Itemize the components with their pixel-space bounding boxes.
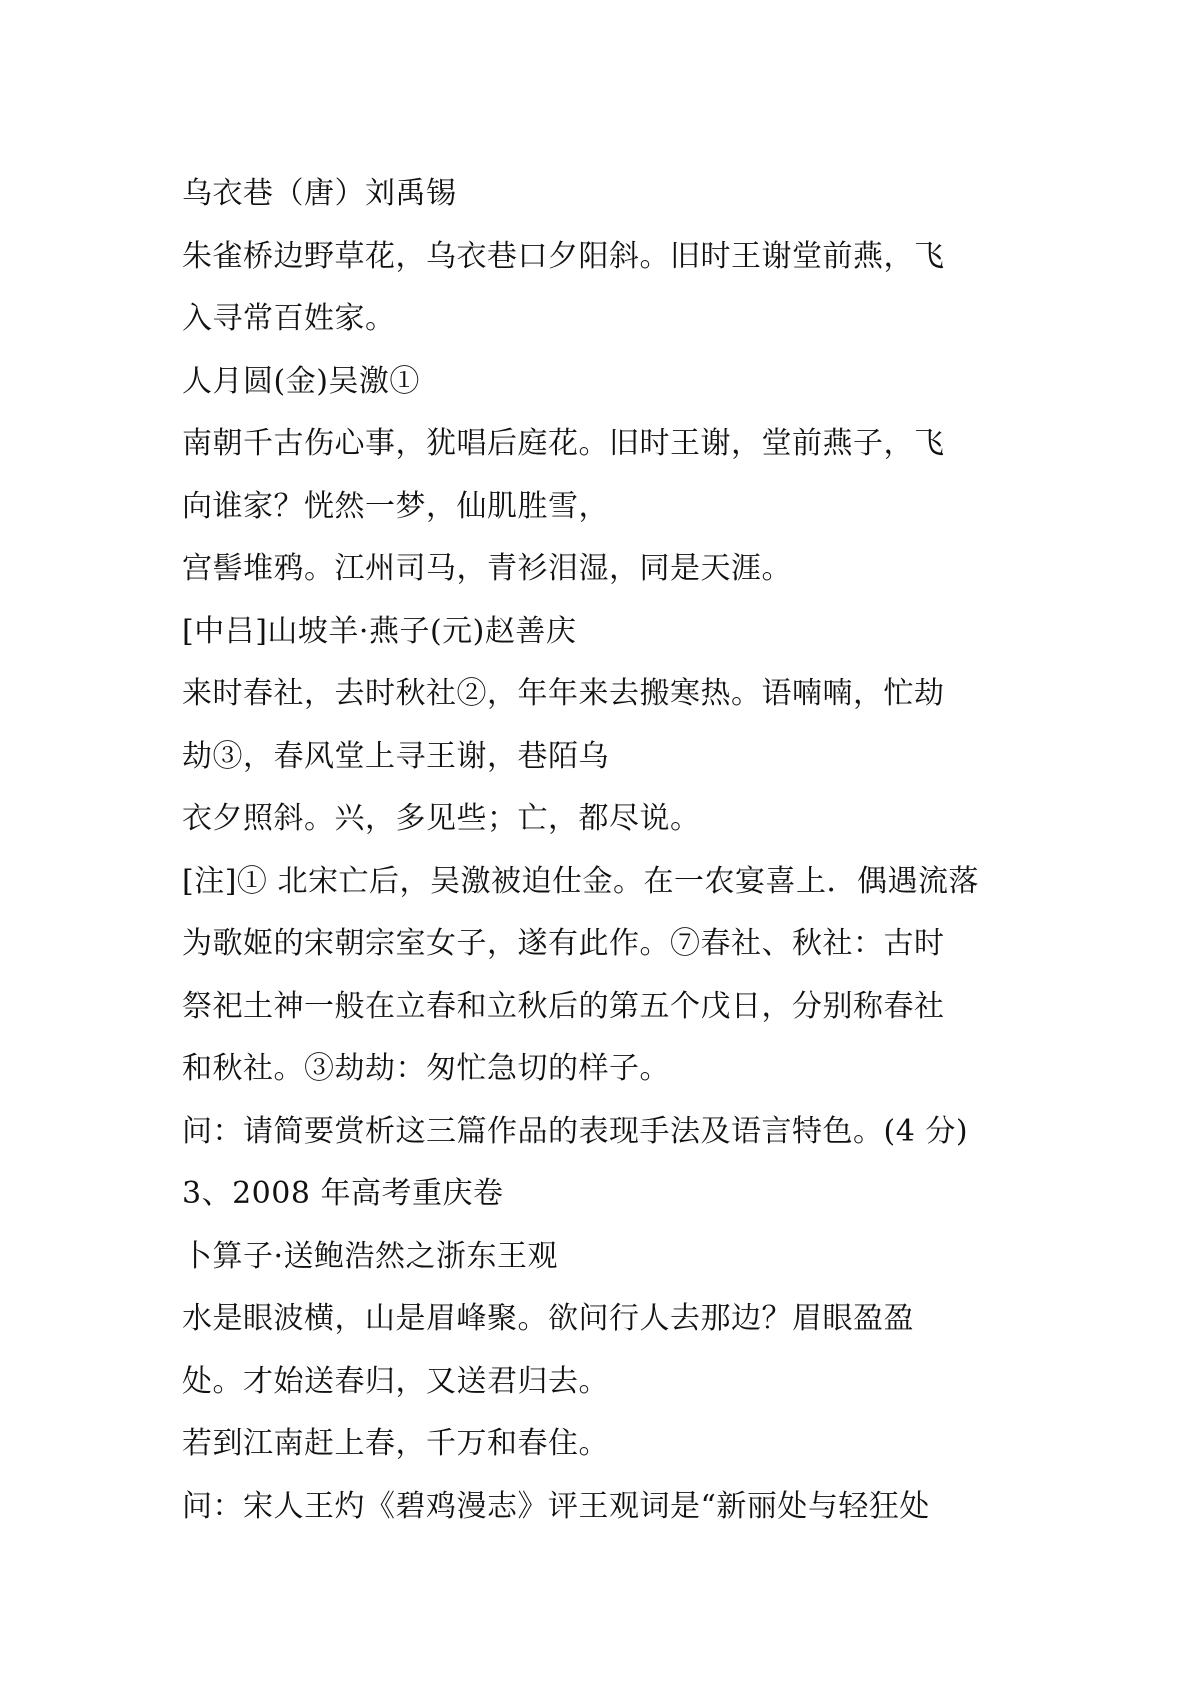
poem-text-line: 水是眼波横，山是眉峰聚。欲问行人去那边？眉眼盈盈: [182, 1301, 914, 1336]
poem-text-line: 入寻常百姓家。: [182, 301, 396, 336]
document-body: [182, 163, 1042, 1538]
poem-title-shanpoyang: [中吕]山坡羊·燕子(元)赵善庆: [182, 613, 577, 649]
poem-text-line: 来时春社，去时秋社②，年年来去搬寒热。语喃喃，忙劫: [182, 676, 945, 711]
poem-title-renyueyuan: 人月圆(金)吴激①: [182, 363, 420, 399]
poem-text-line: 处。才始送春归，又送君归去。: [182, 1363, 609, 1399]
notes-line: 为歌姬的宋朝宗室女子，遂有此作。⑦春社、秋社：古时: [182, 926, 945, 961]
poem-text-line: 宫髻堆鸦。江州司马，青衫泪湿，同是天涯。: [182, 551, 792, 586]
poem-text-line: 若到江南赶上春，千万和春住。: [182, 1426, 609, 1461]
poem-text-line: 南朝千古伤心事，犹唱后庭花。旧时王谢，堂前燕子，飞: [182, 426, 945, 461]
notes-line: 祭祀土神一般在立春和立秋后的第五个戊日，分别称春社: [182, 988, 945, 1024]
poem-text-line: 劫③，春风堂上寻王谢，巷陌乌: [182, 738, 609, 774]
question-line: 问：请简要赏析这三篇作品的表现手法及语言特色。(4 分): [182, 1113, 969, 1149]
section-heading: 3、2008 年高考重庆卷: [182, 1176, 504, 1211]
poem-text-line: 向谁家？恍然一梦，仙肌胜雪，: [182, 488, 609, 524]
poem-title-wuyixiang: 乌衣巷（唐）刘禹锡: [182, 176, 457, 211]
notes-line: [注]① 北宋亡后，吴激被迫仕金。在一农宴喜上．偶遇流落: [182, 863, 979, 899]
question-line: 问：宋人王灼《碧鸡漫志》评王观词是“新丽处与轻狂处: [182, 1488, 930, 1524]
poem-text-line: 衣夕照斜。兴，多见些；亡，都尽说。: [182, 801, 701, 836]
notes-line: 和秋社。③劫劫：匆忙急切的样子。: [182, 1051, 670, 1086]
poem-text-line: 朱雀桥边野草花，乌衣巷口夕阳斜。旧时王谢堂前燕，飞: [182, 238, 945, 274]
poem-title-busuanzi: 卜算子·送鲍浩然之浙东王观: [182, 1238, 559, 1274]
